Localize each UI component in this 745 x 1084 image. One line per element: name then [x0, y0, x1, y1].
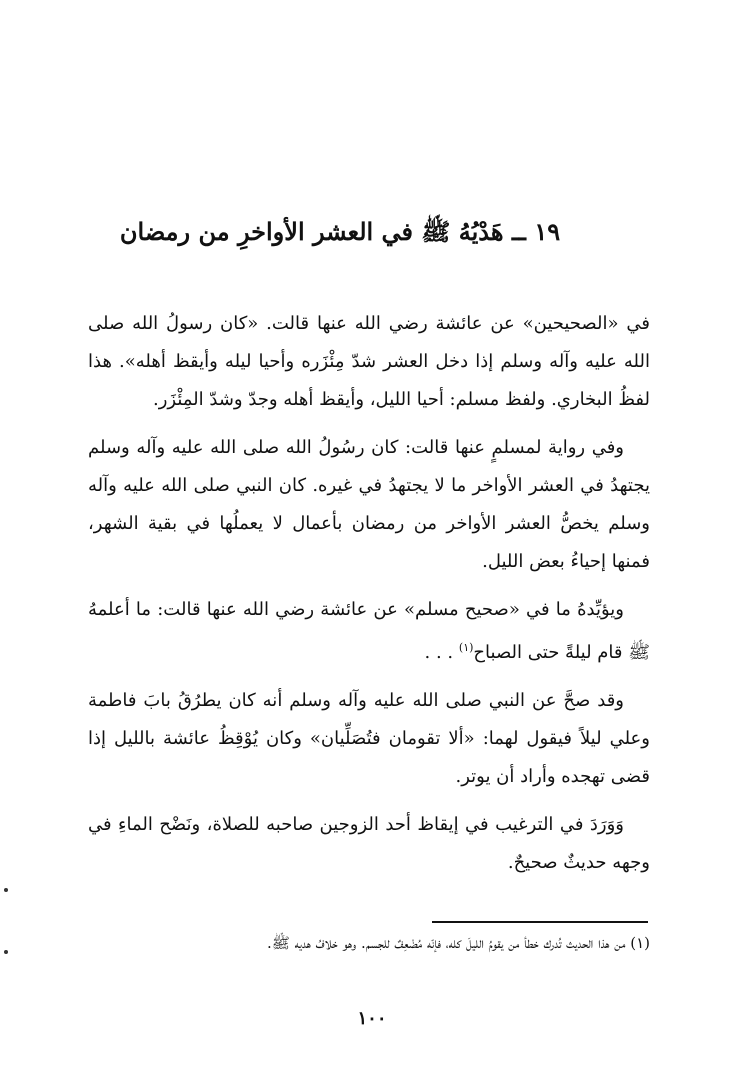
paragraph-3-text: ويؤيِّدهُ ما في «صحيح مسلم» عن عائشة رضي الله عنها قالت: ما أعلمهُ ﷺ قام ليلةً حتى الصباح — [88, 599, 650, 663]
page-number: ١٠٠ — [357, 1008, 387, 1029]
body-text — [88, 305, 650, 892]
margin-mark — [4, 950, 8, 954]
footnote-divider — [432, 921, 648, 923]
paragraph-3-ellipsis: . . . — [424, 642, 459, 663]
paragraph-1: في «الصحيحين» عن عائشة رضي الله عنها قالت. «كان رسولُ الله صلى الله عليه وآله وسلم إذا دخل العشر شدّ مِئْزَره وأحيا ليله وأيقظ أهله». هذا لفظُ البخاري. ولفظ مسلم: أحيا الليل، وأيقظ أهله وجدّ وشدّ المِئْزَر. — [88, 313, 650, 410]
paragraph-4: وقد صحَّ عن النبي صلى الله عليه وآله وسلم أنه كان يطرُقُ بابَ فاطمة وعلي ليلاً فيقول لهما: «ألا تقومان فتُصَلِّيان» وكان يُوْقِظُ عائشة بالليل إذا قضى تهجده وأراد أن يوتر. — [88, 690, 650, 787]
paragraph-3 — [88, 591, 650, 672]
footnote-reference[interactable]: (١) — [458, 641, 474, 654]
footnote-text: (١) من هذا الحديث تُدرك خطأ من يقومُ الليلَ كله، فإنّه مُضْعِفٌ للجسم. وهو خلافُ هديه ﷺ. — [266, 934, 650, 952]
chapter-title: ١٩ ــ هَدْيُهُ ﷺ في العشر الأواخرِ من رمضان — [119, 217, 561, 246]
paragraph-2: وفي رواية لمسلمٍ عنها قالت: كان رسُولُ الله صلى الله عليه وآله وسلم يجتهدُ في العشر الأواخر ما لا يجتهدُ في غيره. كان النبي صلى الله عليه وآله وسلم يخصُّ العشر الأواخر من رمضان بأعمال لا يعملُها في بقية الشهر، فمنها إحياءُ بعض الليل. — [88, 437, 650, 572]
paragraph-5: وَوَرَدَ في الترغيب في إيقاظ أحد الزوجين صاحبه للصلاة، ونَضْح الماءِ في وجهه حديثٌ صحيحٌ. — [88, 814, 650, 873]
margin-mark — [4, 888, 8, 892]
